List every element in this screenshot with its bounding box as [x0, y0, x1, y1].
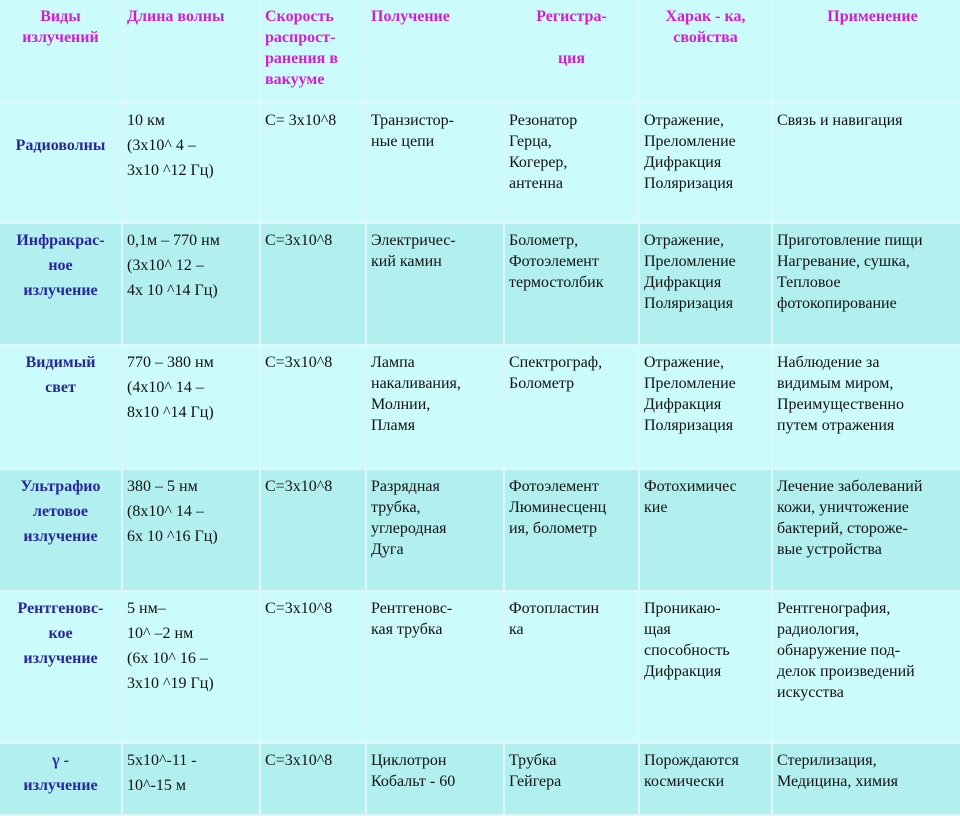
cell-line: 3x10 ^12 Гц) — [127, 162, 214, 179]
radiation-type-cell — [0, 346, 121, 468]
cell-line: Харак - ка, — [665, 8, 746, 25]
cell-line: Дифракция — [644, 396, 722, 413]
cell-line: Преломление — [644, 253, 736, 270]
properties-cell — [640, 104, 771, 222]
cell-line: (8x10^ 14 – — [127, 503, 204, 520]
cell-line: свет — [45, 379, 76, 396]
cell-line: кое — [48, 625, 73, 642]
cell-line: вые устройства — [777, 541, 882, 558]
table-row — [0, 470, 960, 590]
table-row — [0, 744, 960, 814]
cell-line: фотокопирование — [777, 295, 897, 312]
cell-line: 3x10 ^19 Гц) — [127, 675, 214, 692]
header-cell — [640, 0, 771, 102]
cell-line: Рентгеновс- — [371, 600, 453, 617]
cell-line: видимым миром, — [777, 375, 894, 392]
cell-line: Дифракция — [644, 154, 722, 171]
cell-line: ные цепи — [371, 133, 435, 150]
cell-line: Применение — [827, 8, 918, 25]
cell-line: кая трубка — [371, 621, 443, 638]
cell-line: Гейгера — [509, 773, 562, 790]
wavelength-cell — [123, 346, 259, 468]
cell-line: путем отражения — [777, 417, 895, 434]
cell-line: Лечение заболеваний — [777, 478, 923, 495]
cell-line: Лампа — [371, 354, 415, 371]
application-cell — [773, 224, 960, 344]
cell-line: ка — [509, 621, 524, 638]
cell-line: Герца, — [509, 133, 552, 150]
header-cell — [0, 0, 121, 102]
cell-line: 10^ –2 нм — [127, 625, 194, 642]
cell-line: Молнии, — [371, 396, 431, 413]
cell-line: С= 3x10^8 — [265, 112, 337, 129]
cell-line: кие — [644, 499, 668, 516]
cell-line: Рентгенография, — [777, 600, 891, 617]
cell-line: Спектрограф, — [509, 354, 603, 371]
cell-line: Нагревание, сушка, — [777, 253, 910, 270]
cell-line: С=3x10^8 — [265, 232, 333, 249]
wavelength-cell — [123, 224, 259, 344]
cell-line: Болометр — [509, 375, 575, 392]
cell-line: Медицина, химия — [777, 773, 899, 790]
cell-line: С=3x10^8 — [265, 752, 333, 769]
source-cell — [367, 744, 503, 814]
cell-line: обнаружение под- — [777, 642, 901, 659]
cell-line: Ультрафио — [20, 478, 101, 495]
cell-line: радиология, — [777, 621, 860, 638]
cell-line: Поляризация — [644, 295, 734, 312]
cell-line: Дифракция — [644, 663, 722, 680]
cell-line: Видимый — [25, 354, 96, 371]
cell-line: 10 км — [127, 112, 165, 129]
cell-line: способность — [644, 642, 730, 659]
radiation-type-cell — [0, 104, 121, 222]
radiation-type-cell — [0, 224, 121, 344]
application-cell — [773, 104, 960, 222]
cell-line: Радиоволны — [15, 137, 106, 154]
cell-line: Фотохимичес — [644, 478, 737, 495]
properties-cell — [640, 470, 771, 590]
cell-line: С=3x10^8 — [265, 600, 333, 617]
header-cell — [505, 0, 638, 102]
registration-cell — [505, 346, 638, 468]
cell-line: ранения в — [265, 50, 338, 67]
cell-line: трубка, — [371, 499, 421, 516]
cell-line: ия, болометр — [509, 520, 597, 537]
cell-line: антенна — [509, 175, 563, 192]
wavelength-cell — [123, 104, 259, 222]
application-cell — [773, 346, 960, 468]
cell-line: Скорость — [265, 8, 334, 25]
cell-line: (6x 10^ 16 – — [127, 650, 208, 667]
cell-line: Наблюдение за — [777, 354, 880, 371]
cell-line: С=3x10^8 — [265, 354, 333, 371]
cell-line: Инфракрас- — [16, 232, 105, 249]
header-cell — [367, 0, 503, 102]
speed-cell — [261, 224, 365, 344]
cell-line: 770 – 380 нм — [127, 354, 214, 371]
table-row — [0, 104, 960, 222]
cell-line: Пламя — [371, 417, 416, 434]
cell-line: (4x10^ 14 – — [127, 379, 204, 396]
cell-line — [509, 27, 634, 48]
registration-cell — [505, 224, 638, 344]
cell-line: 5 нм– — [127, 600, 166, 617]
cell-line: излучение — [23, 528, 98, 545]
cell-line: Болометр, — [509, 232, 579, 249]
cell-line: Фотопластин — [509, 600, 600, 617]
cell-line: ное — [48, 257, 73, 274]
cell-line: вакууме — [265, 71, 325, 88]
source-cell — [367, 104, 503, 222]
cell-line: ция — [557, 50, 586, 67]
cell-line: Циклотрон — [371, 752, 447, 769]
radiation-type-cell — [0, 470, 121, 590]
speed-cell — [261, 744, 365, 814]
table-row — [0, 346, 960, 468]
radiation-type-cell — [0, 744, 121, 814]
cell-line: Стерилизация, — [777, 752, 877, 769]
cell-line: Поляризация — [644, 417, 734, 434]
cell-line: 8x10 ^14 Гц) — [127, 404, 214, 421]
cell-line: 10^-15 м — [127, 777, 186, 794]
cell-line: 5x10^-11 - — [127, 752, 197, 769]
application-cell — [773, 470, 960, 590]
cell-line: Фотоэлемент — [509, 253, 599, 270]
cell-line: Разрядная — [371, 478, 440, 495]
cell-line: Связь и навигация — [777, 112, 903, 129]
cell-line: Транзистор- — [371, 112, 454, 129]
cell-line — [0, 110, 121, 131]
cell-line: Рентгеновс- — [17, 600, 104, 617]
cell-line: углеродная — [371, 520, 447, 537]
wavelength-cell — [123, 744, 259, 814]
cell-line: накаливания, — [371, 375, 461, 392]
application-cell — [773, 744, 960, 814]
speed-cell — [261, 104, 365, 222]
cell-line: Преимущественно — [777, 396, 904, 413]
cell-line: Длина волны — [127, 8, 225, 25]
cell-line: (3x10^ 4 – — [127, 137, 196, 154]
cell-line: С=3x10^8 — [265, 478, 333, 495]
cell-line: Тепловое — [777, 274, 841, 291]
cell-line: Когерер, — [509, 154, 568, 171]
table-row — [0, 224, 960, 344]
header-row — [0, 0, 960, 102]
cell-line: Поляризация — [644, 175, 734, 192]
cell-line: Приготовление пищи — [777, 232, 923, 249]
cell-line: искусства — [777, 684, 844, 701]
cell-line: свойства — [673, 29, 738, 46]
source-cell — [367, 346, 503, 468]
cell-line: излучение — [23, 282, 98, 299]
header-cell — [123, 0, 259, 102]
cell-line: кожи, уничтожение — [777, 499, 909, 516]
header-cell — [261, 0, 365, 102]
cell-line: γ - — [52, 752, 69, 769]
cell-line: термостолбик — [509, 274, 604, 291]
cell-line: Получение — [371, 8, 450, 25]
properties-cell — [640, 224, 771, 344]
cell-line: Электричес- — [371, 232, 456, 249]
table-body — [0, 104, 960, 814]
source-cell — [367, 470, 503, 590]
cell-line: космически — [644, 773, 725, 790]
cell-line: Люминесценц — [509, 499, 607, 516]
cell-line: 4x 10 ^14 Гц) — [127, 282, 218, 299]
registration-cell — [505, 104, 638, 222]
cell-line: (3x10^ 12 – — [127, 257, 204, 274]
header-cell — [773, 0, 960, 102]
speed-cell — [261, 470, 365, 590]
cell-line: Трубка — [509, 752, 557, 769]
cell-line: Регистра- — [536, 8, 607, 25]
cell-line: Отражение, — [644, 112, 725, 129]
cell-line: Резонатор — [509, 112, 578, 129]
cell-line: Дифракция — [644, 274, 722, 291]
cell-line: 6x 10 ^16 Гц) — [127, 528, 218, 545]
cell-line: Фотоэлемент — [509, 478, 599, 495]
registration-cell — [505, 470, 638, 590]
cell-line: Виды — [40, 8, 81, 25]
cell-line: излучений — [22, 29, 99, 46]
cell-line: Дуга — [371, 541, 404, 558]
speed-cell — [261, 346, 365, 468]
wavelength-cell — [123, 470, 259, 590]
cell-line: Преломление — [644, 133, 736, 150]
source-cell — [367, 224, 503, 344]
cell-line: Проникаю- — [644, 600, 721, 617]
cell-line: распрост- — [265, 29, 336, 46]
cell-line: бактерий, стороже- — [777, 520, 908, 537]
cell-line: 0,1м – 770 нм — [127, 232, 220, 249]
cell-line: летовое — [33, 503, 88, 520]
registration-cell — [505, 744, 638, 814]
cell-line: кий камин — [371, 253, 442, 270]
cell-line: излучение — [23, 650, 98, 667]
cell-line: щая — [644, 621, 671, 638]
cell-line: Порождаются — [644, 752, 739, 769]
cell-line: Отражение, — [644, 354, 725, 371]
cell-line: делок произведений — [777, 663, 915, 680]
cell-line: Преломление — [644, 375, 736, 392]
properties-cell — [640, 346, 771, 468]
cell-line: 380 – 5 нм — [127, 478, 198, 495]
cell-line: Отражение, — [644, 232, 725, 249]
properties-cell — [640, 744, 771, 814]
cell-line: излучение — [23, 777, 98, 794]
cell-line: Кобальт - 60 — [371, 773, 456, 790]
